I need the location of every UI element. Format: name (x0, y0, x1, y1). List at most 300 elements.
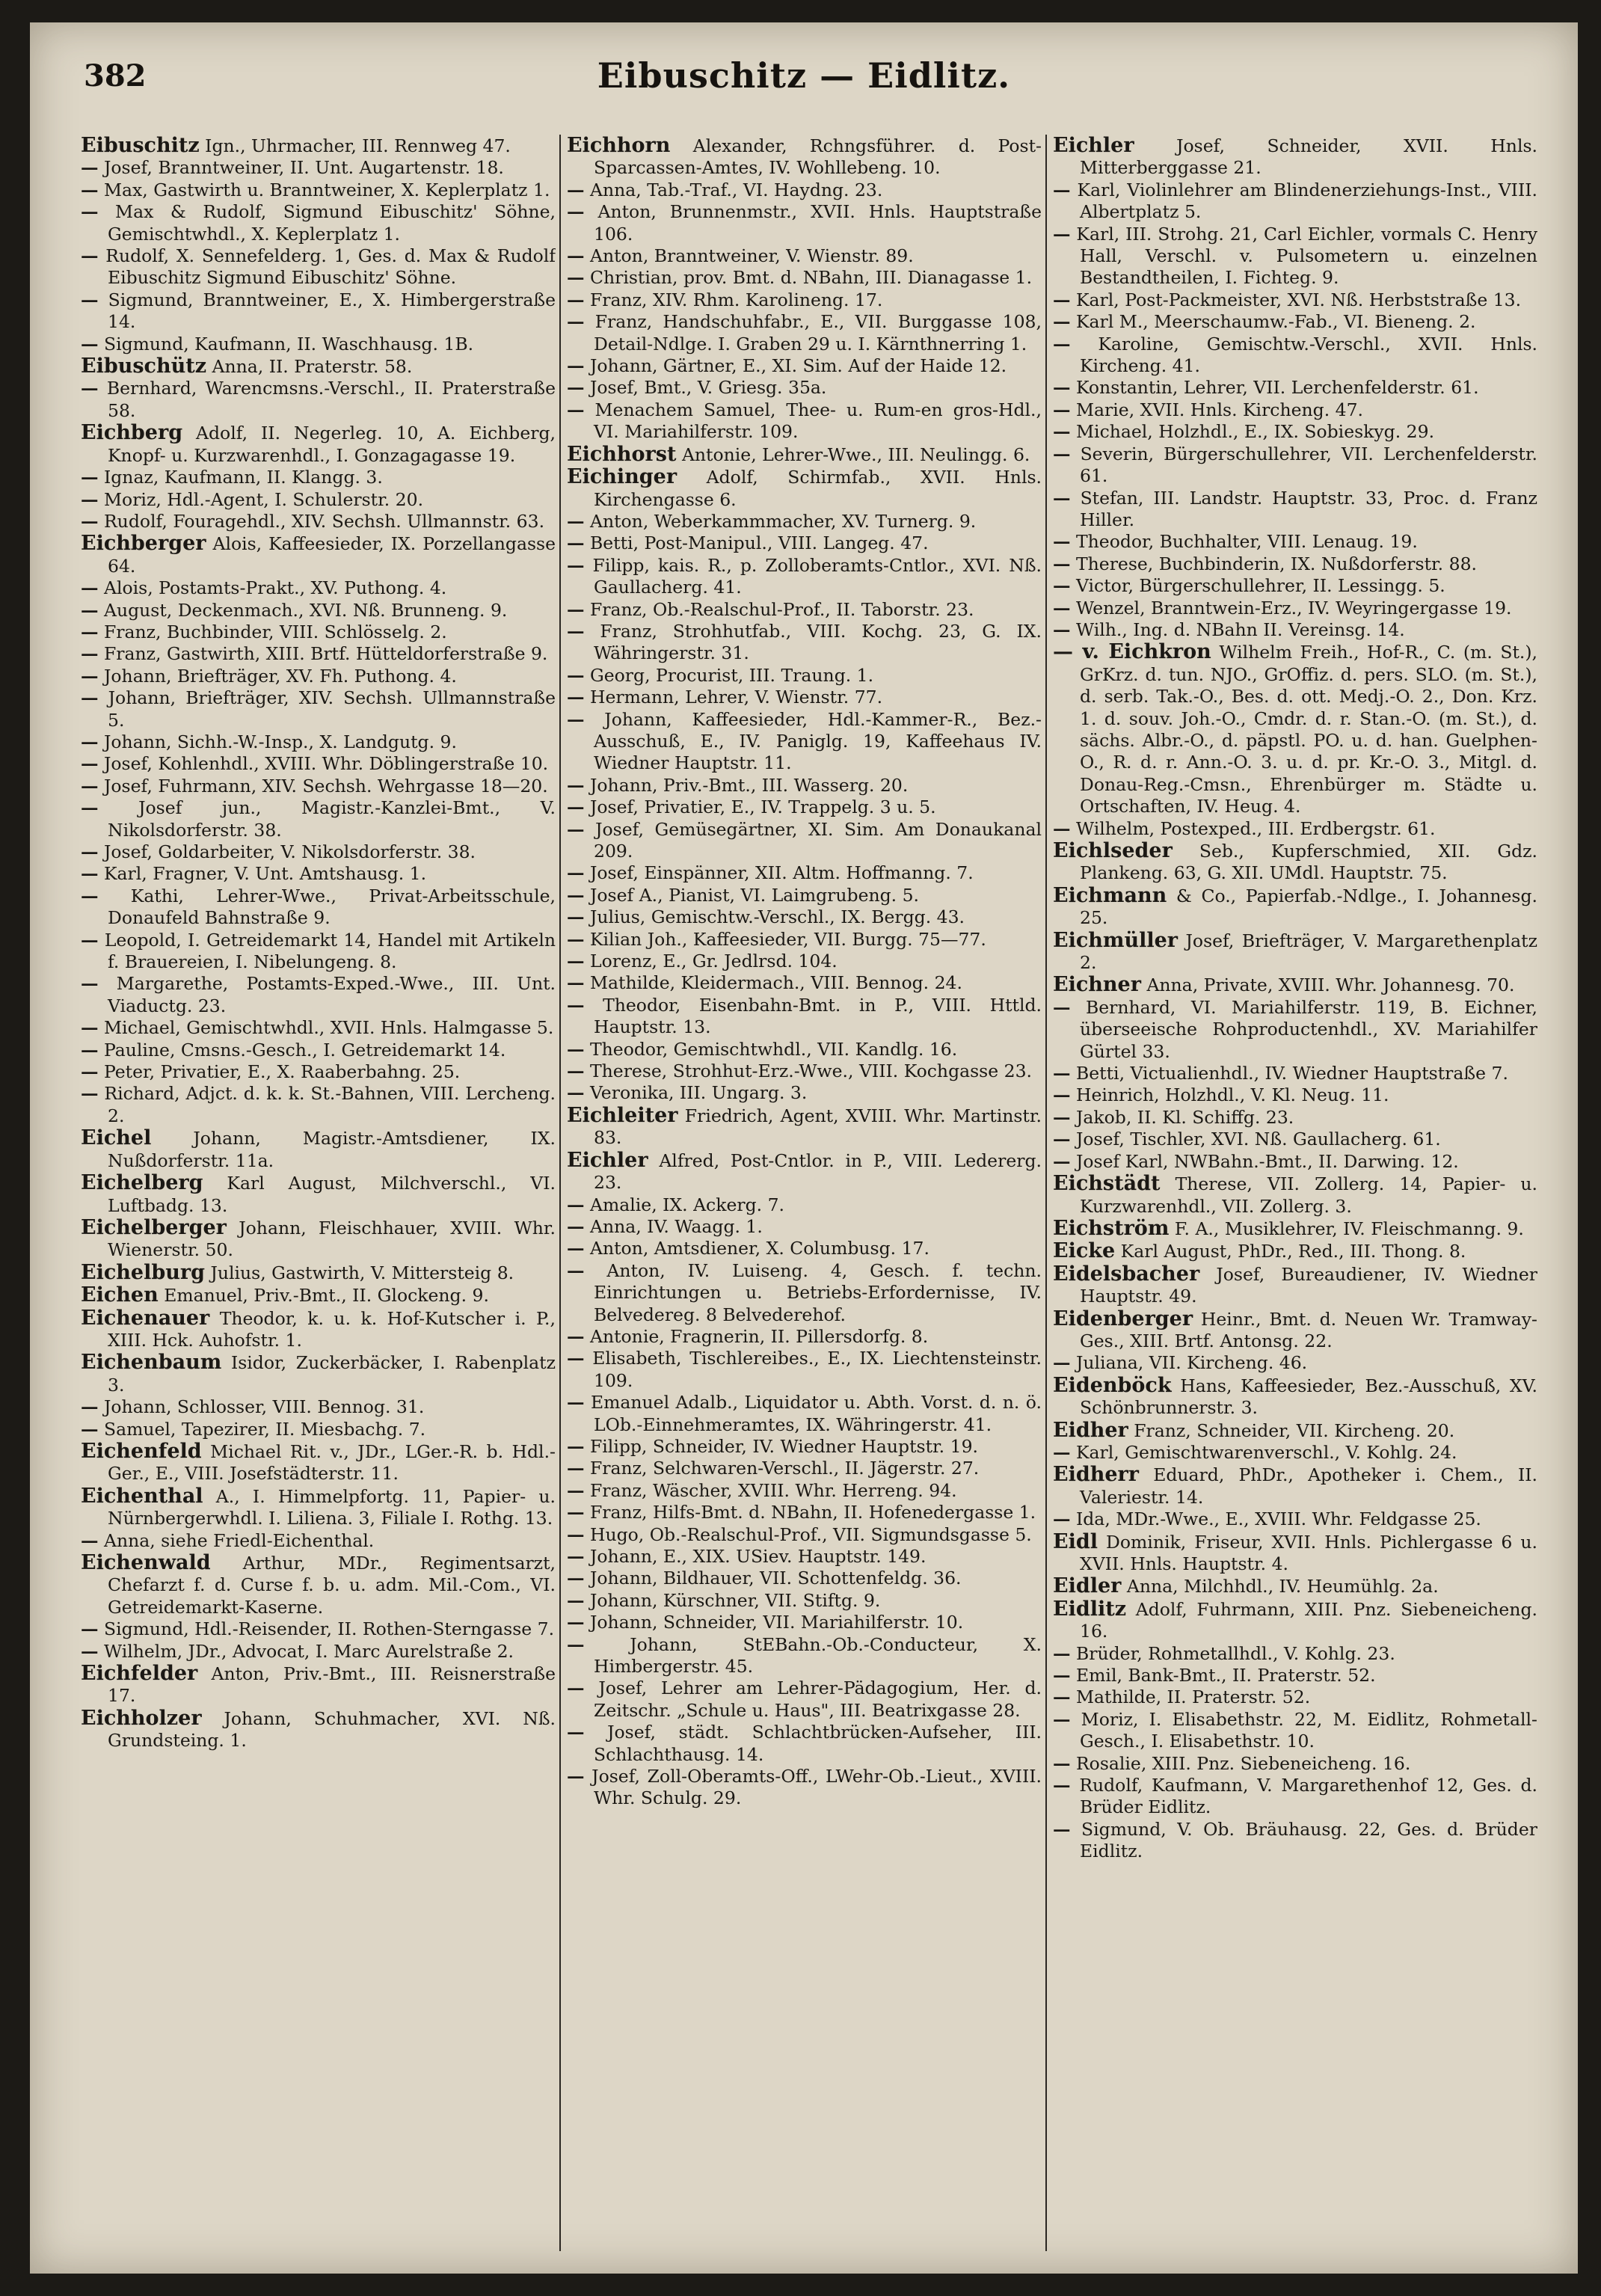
directory-entry (81, 600, 556, 621)
entry-details: Johann, Schneider, VII. Mariahilferstr. 10. (589, 1612, 964, 1633)
entry-surname: Eidherr (1053, 1463, 1139, 1487)
entry-surname: — (1053, 311, 1071, 333)
directory-entry (81, 334, 556, 355)
entry-surname: — (567, 1722, 585, 1743)
entry-details: Josef, städt. Schlachtbrücken-Aufseher, III. Schlachthausg. 14. (594, 1722, 1042, 1765)
directory-entry (81, 289, 556, 334)
entry-surname: Eidher (1053, 1418, 1128, 1442)
entry-surname: Eichberg (81, 421, 183, 445)
entry-details: Josef, Tischler, XVI. Nß. Gaullacherg. 61. (1075, 1129, 1441, 1150)
entry-details: Franz, Schneider, VII. Kircheng. 20. (1134, 1419, 1455, 1441)
entry-details: Anna, Private, XVIII. Whr. Johannesg. 70. (1146, 974, 1515, 996)
entry-surname: Eibuschitz (81, 135, 200, 157)
entry-surname: — (567, 818, 585, 840)
entry-details: Anton, Priv.-Bmt., III. Reisnerstraße 17. (108, 1663, 556, 1707)
directory-entry (1053, 1598, 1537, 1643)
directory-entry (567, 1568, 1042, 1589)
directory-entry (567, 355, 1042, 377)
entry-details: Therese, VII. Zollerg. 14, Papier- u. Kurzwarenhdl., VII. Zollerg. 3. (1080, 1173, 1537, 1217)
entry-surname: — (1053, 1665, 1071, 1686)
entry-details: Wilhelm, JDr., Advocat, I. Marc Aurelstraße 2. (103, 1640, 514, 1662)
entry-surname: Eidler (1053, 1574, 1122, 1598)
entry-surname: Eichelberger (81, 1215, 227, 1239)
directory-entry (1053, 1753, 1537, 1775)
entry-surname: — (1053, 399, 1071, 420)
entry-details: Karl M., Meerschaumw.-Fab., VI. Bieneng. 2. (1075, 311, 1476, 333)
entry-details: Lorenz, E., Gr. Jedlrsd. 104. (589, 951, 838, 972)
directory-entry (567, 399, 1042, 443)
entry-surname: — (567, 1082, 585, 1104)
directory-entry (567, 1238, 1042, 1259)
directory-entry (81, 1351, 556, 1396)
directory-entry (81, 731, 556, 753)
entry-surname: — (567, 862, 585, 884)
entry-details: Johann, Briefträger, XIV. Sechsh. Ullmannstraße 5. (108, 687, 556, 731)
directory-entry (1053, 1464, 1537, 1508)
entry-surname: — (567, 1546, 585, 1567)
entry-surname: — (81, 599, 99, 621)
entry-surname: — (567, 1038, 585, 1060)
directory-entry (567, 443, 1042, 466)
entry-surname: — (81, 245, 99, 267)
entry-surname: — (81, 775, 99, 796)
entry-surname: — (1053, 223, 1071, 245)
entry-details: Dominik, Friseur, XVII. Hnls. Pichlergasse 6 u. XVII. Hnls. Hauptstr. 4. (1080, 1531, 1537, 1574)
entry-surname: Eidl (1053, 1529, 1098, 1553)
entry-details: Karl, Gemischtwarenverschl., V. Kohlg. 24. (1075, 1441, 1457, 1463)
entry-details: Johann, StEBahn.-Ob.-Conducteur, X. Himbergerstr. 45. (594, 1633, 1042, 1678)
entry-details: Josef, Zoll-Oberamts-Off., LWehr-Ob.-Lieut., XVIII. Whr. Schulg. 29. (591, 1766, 1042, 1809)
entry-surname: — (1053, 1708, 1071, 1730)
directory-entry (567, 599, 1042, 621)
directory-entry (1053, 885, 1537, 930)
entry-details: Stefan, III. Landstr. Hauptstr. 33, Proc. d. Franz Hiller. (1080, 487, 1537, 530)
entry-surname: Eicke (1053, 1239, 1116, 1263)
directory-entry (1053, 1263, 1537, 1308)
entry-details: Wenzel, Branntwein-Erz., IV. Weyringergasse 19. (1075, 597, 1512, 618)
directory-entry (1053, 598, 1537, 619)
directory-entry (81, 1552, 556, 1618)
directory-entry (81, 378, 556, 422)
entry-surname: Eichmüller (1053, 928, 1179, 952)
entry-surname: — (81, 643, 99, 665)
entry-surname: — (567, 377, 585, 399)
directory-entry (81, 135, 556, 157)
directory-entry (567, 1458, 1042, 1479)
entry-details: Karl, Fragner, V. Unt. Amtshausg. 1. (103, 863, 427, 885)
directory-entry (1053, 930, 1537, 974)
directory-entry (1053, 1775, 1537, 1819)
entry-surname: — (567, 1502, 585, 1523)
directory-entry (81, 643, 556, 665)
entry-details: Margarethe, Postamts-Exped.-Wwe., III. Unt. Viaductg. 23. (108, 973, 556, 1016)
directory-entry (567, 1105, 1042, 1149)
entry-details: Antonie, Fragnerin, II. Pillersdorfg. 8. (589, 1325, 929, 1347)
entry-details: Arthur, MDr., Regimentsarzt, Chefarzt f. d. Curse f. b. u. adm. Mil.-Com., VI. Getreidemarkt-Kaserne. (108, 1553, 556, 1618)
entry-details: Sigmund, Branntweiner, E., X. Himbergerstraße 14. (108, 289, 556, 333)
entry-surname: — (567, 620, 585, 642)
entry-surname: Eichberger (81, 532, 206, 556)
entry-surname: — (567, 510, 585, 532)
entry-details: Richard, Adjct. d. k. k. St.-Bahnen, VIII. Lercheng. 2. (104, 1083, 556, 1126)
entry-details: Anna, siehe Friedl-Eichenthal. (103, 1529, 375, 1551)
entry-details: Peter, Privatier, E., X. Raaberbahng. 25. (103, 1061, 461, 1083)
directory-entry (81, 577, 556, 599)
directory-entry (1053, 840, 1537, 885)
entry-details: Johann, Fleischhauer, XVIII. Whr. Wienerstr. 50. (108, 1217, 556, 1261)
entry-surname: — (1053, 1063, 1071, 1084)
directory-entry (81, 797, 556, 841)
directory-entry (81, 1284, 556, 1307)
entry-surname: Eichström (1053, 1216, 1170, 1240)
entry-details: A., I. Himmelpfortg. 11, Papier- u. Nürnbergerwhdl. I. Liliena. 3, Filiale I. Rothg. 13. (108, 1485, 556, 1529)
entry-details: Franz, Buchbinder, VIII. Schlösselg. 2. (103, 621, 447, 642)
entry-details: Johann, Schuhmacher, XVI. Nß. Grundsteing. 1. (108, 1707, 556, 1752)
entry-details: Adolf, Schirmfab., XVII. Hnls. Kirchengasse 6. (594, 467, 1042, 510)
entry-details: Johann, Gärtner, E., XI. Sim. Auf der Haide 12. (589, 355, 1007, 377)
directory-entry (567, 1634, 1042, 1678)
entry-surname: — (81, 797, 99, 819)
entry-surname: — (81, 467, 99, 488)
directory-entry (1053, 443, 1537, 488)
entry-details: August, Deckenmach., XVI. Nß. Brunneng. 9. (103, 599, 508, 621)
entry-surname: — (81, 289, 99, 310)
entry-surname: — (81, 488, 99, 510)
entry-surname: — (567, 1060, 585, 1082)
entry-details: Franz, Wäscher, XVIII. Whr. Herreng. 94. (589, 1479, 957, 1501)
entry-surname: — (567, 1766, 585, 1787)
entry-surname: — (567, 1238, 585, 1259)
directory-entry (81, 1172, 556, 1217)
directory-entry (81, 1083, 556, 1127)
directory-entry (1053, 1063, 1537, 1084)
entry-details: Josef, Schneider, XVII. Hnls. Mitterberggasse 21. (1080, 135, 1537, 179)
directory-entry (567, 1216, 1042, 1238)
entry-details: Anton, Branntweiner, V. Wienstr. 89. (589, 245, 914, 267)
entry-surname: — (567, 201, 585, 223)
directory-entry (1053, 553, 1537, 575)
entry-details: Anton, Brunnenmstr., XVII. Hnls. Hauptstraße 106. (594, 201, 1042, 245)
entry-surname: Eichstädt (1053, 1172, 1161, 1196)
directory-entry (81, 841, 556, 863)
directory-entry (81, 666, 556, 687)
entry-surname: — (1053, 553, 1071, 574)
entry-details: Therese, Strohhut-Erz.-Wwe., VIII. Kochgasse 23. (589, 1060, 1032, 1082)
directory-entry (567, 621, 1042, 665)
entry-details: Victor, Bürgerschullehrer, II. Lessingg. 5. (1075, 575, 1445, 597)
entry-details: Kathi, Lehrer-Wwe., Privat-Arbeitsschule, Donaufeld Bahnstraße 9. (108, 885, 556, 929)
entry-surname: — (81, 621, 99, 642)
page-header (30, 22, 1578, 105)
entry-details: Ign., Uhrmacher, III. Rennweg 47. (205, 135, 511, 156)
entry-surname: — (567, 355, 585, 377)
entry-details: Julius, Gastwirth, V. Mittersteig 8. (210, 1262, 514, 1283)
directory-entry (567, 1502, 1042, 1523)
entry-details: Marie, XVII. Hnls. Kircheng. 47. (1075, 399, 1364, 420)
entry-surname: Eichlseder (1053, 839, 1173, 862)
directory-entry (1053, 1419, 1537, 1442)
directory-entry (567, 1348, 1042, 1392)
entry-surname: — (567, 906, 585, 928)
entry-surname: — (81, 1396, 99, 1418)
directory-entry (81, 1641, 556, 1663)
entry-surname: — (81, 929, 99, 951)
entry-details: Alois, Postamts-Prakt., XV. Puthong. 4. (103, 577, 447, 599)
directory-entry (1053, 818, 1537, 840)
entry-surname: — (81, 973, 99, 995)
entry-surname: — (81, 1640, 99, 1662)
entry-details: Josef, Gemüsegärtner, XI. Sim. Am Donaukanal 209. (594, 818, 1042, 862)
entry-details: Georg, Procurist, III. Traung. 1. (589, 664, 874, 686)
directory-entry (567, 1436, 1042, 1458)
entry-surname: — (1053, 531, 1071, 553)
entry-surname: Eichholzer (81, 1706, 202, 1730)
entry-surname: — (81, 665, 99, 687)
entry-details: Konstantin, Lehrer, VII. Lerchenfelderstr. 61. (1075, 377, 1479, 399)
entry-surname: — (1053, 1150, 1071, 1172)
directory-entry (567, 1326, 1042, 1348)
entry-surname: — (567, 951, 585, 972)
directory-entry (81, 930, 556, 974)
entry-details: Theodor, Buchhalter, VIII. Lenaug. 19. (1075, 531, 1418, 553)
directory-entry (567, 951, 1042, 972)
entry-surname: Eichmann (1053, 883, 1167, 907)
entry-surname: — (567, 796, 585, 818)
directory-entry (81, 973, 556, 1017)
entry-details: Karl August, Milchverschl., VI. Luftbadg. 13. (108, 1173, 556, 1216)
entry-details: Johann, Kürschner, VII. Stiftg. 9. (589, 1589, 881, 1611)
directory-entry (1053, 1107, 1537, 1129)
entry-surname: — (1053, 597, 1071, 618)
entry-surname: Eichenthal (81, 1484, 203, 1508)
entry-surname: — (1053, 1129, 1071, 1150)
entry-details: Hugo, Ob.-Realschul-Prof., VII. Sigmundsgasse 5. (589, 1523, 1032, 1545)
directory-entry (1053, 311, 1537, 333)
entry-surname: — (567, 884, 585, 906)
directory-entry (567, 267, 1042, 289)
entry-surname: — (567, 1348, 585, 1369)
entry-surname: — (81, 753, 99, 775)
entry-surname: — (567, 1435, 585, 1457)
directory-entry (567, 972, 1042, 994)
directory-entry (81, 1127, 556, 1172)
directory-entry (567, 466, 1042, 511)
directory-entry (1053, 1151, 1537, 1173)
entry-details: Heinr., Bmt. d. Neuen Wr. Tramway-Ges., XIII. Brtf. Antonsg. 22. (1080, 1308, 1537, 1351)
directory-entry (81, 1663, 556, 1707)
entry-details: Alois, Kaffeesieder, IX. Porzellangasse 64. (108, 533, 556, 577)
directory-entry (1053, 1218, 1537, 1240)
entry-details: Theodor, Gemischtwhdl., VII. Kandlg. 16. (589, 1038, 958, 1060)
entry-details: Anna, IV. Waagg. 1. (589, 1215, 763, 1237)
directory-entry (567, 885, 1042, 906)
entry-details: Johann, E., XIX. USiev. Hauptstr. 149. (589, 1546, 927, 1567)
entry-surname: — (567, 972, 585, 994)
entry-surname: — (81, 1017, 99, 1039)
entry-details: Wilh., Ing. d. NBahn II. Vereinsg. 14. (1075, 618, 1405, 640)
directory-entry (81, 753, 556, 775)
entry-details: Rudolf, X. Sennefelderg. 1, Ges. d. Max & Rudolf Eibuschitz Sigmund Eibuschitz' Söhne. (105, 245, 556, 289)
page-number: 382 (84, 58, 147, 93)
directory-entry (1053, 399, 1537, 421)
entry-surname: — (1053, 1084, 1071, 1106)
directory-entry (567, 929, 1042, 951)
directory-entry (81, 1040, 556, 1061)
entry-details: Friedrich, Agent, XVIII. Whr. Martinstr. 83. (594, 1105, 1042, 1149)
entry-surname: — (1053, 443, 1071, 464)
directory-entry (1053, 1129, 1537, 1150)
directory-entry (81, 355, 556, 378)
entry-details: Adolf, II. Negerleg. 10, A. Eichberg, Knopf- u. Kurzwarenhdl., I. Gonzagagasse 19. (108, 423, 556, 466)
entry-surname: — (1053, 179, 1071, 200)
entry-details: Johann, Magistr.-Amtsdiener, IX. Nußdorferstr. 11a. (108, 1128, 556, 1171)
entry-surname: — (567, 1325, 585, 1347)
entry-details: Bernhard, Warencmsns.-Verschl., II. Praterstraße 58. (106, 378, 556, 421)
entry-details: Anton, Weberkammmacher, XV. Turnerg. 9. (589, 510, 977, 532)
entry-surname: Eichen (81, 1283, 159, 1307)
directory-entry (1053, 1240, 1537, 1262)
directory-entry (567, 1260, 1042, 1326)
entry-details: Moriz, Hdl.-Agent, I. Schulerstr. 20. (103, 488, 424, 510)
entry-details: Sigmund, Kaufmann, II. Waschhausg. 1B. (103, 333, 474, 354)
entry-details: Ida, MDr.-Wwe., E., XVIII. Whr. Feldgasse 25. (1075, 1508, 1481, 1530)
directory-entry (1053, 179, 1537, 224)
entry-details: Severin, Bürgerschullehrer, VII. Lerchenfelderstr. 61. (1080, 443, 1537, 487)
entry-details: Leopold, I. Getreidemarkt 14, Handel mit Artikeln f. Brauereien, I. Nibelungeng. 8. (104, 929, 556, 973)
directory-entry (567, 555, 1042, 599)
entry-surname: — (1053, 421, 1071, 443)
entry-surname: — (567, 1259, 585, 1281)
directory-entry (1053, 1665, 1537, 1686)
entry-details: Anna, Tab.-Traf., VI. Haydng. 23. (589, 179, 883, 200)
entry-details: Josef, Bureaudiener, IV. Wiedner Hauptstr. 49. (1080, 1263, 1537, 1307)
entry-details: Sigmund, Hdl.-Reisender, II. Rothen-Sterngasse 7. (103, 1618, 555, 1640)
entry-surname: — (567, 1678, 585, 1699)
entry-details: Max & Rudolf, Sigmund Eibuschitz' Söhne, Gemischtwhdl., X. Keplerplatz 1. (108, 201, 556, 245)
entry-surname: — (1053, 1441, 1071, 1463)
directory-entry (81, 1217, 556, 1262)
entry-details: Alfred, Post-Cntlor. in P., VIII. Ledererg. 23. (594, 1149, 1042, 1194)
directory-entry (1053, 1686, 1537, 1708)
entry-details: Pauline, Cmsns.-Gesch., I. Getreidemarkt 14. (103, 1039, 506, 1060)
entry-surname: — (81, 1039, 99, 1060)
entry-surname: — (1053, 1642, 1071, 1664)
entry-details: Isidor, Zuckerbäcker, I. Rabenplatz 3. (108, 1352, 556, 1396)
entry-surname: — (567, 994, 585, 1016)
directory-entry (81, 422, 556, 467)
directory-entry (81, 885, 556, 930)
entry-surname: — (567, 1633, 585, 1655)
entry-details: Josef, Privatier, E., IV. Trappelg. 3 u. 5. (589, 796, 936, 818)
directory-entry (81, 201, 556, 245)
column-rule (559, 135, 561, 2251)
entry-surname: — (1053, 1752, 1071, 1774)
entry-surname: — (81, 885, 99, 906)
entry-details: Christian, prov. Bmt. d. NBahn, III. Dianagasse 1. (589, 267, 1033, 289)
entry-surname: — (81, 201, 99, 223)
entry-details: Franz, Gastwirth, XIII. Brtf. Hütteldorferstraße 9. (103, 643, 548, 665)
entry-surname: — (81, 577, 99, 599)
entry-surname: — (567, 664, 585, 686)
directory-entry (567, 819, 1042, 863)
directory-entry (81, 1017, 556, 1039)
directory-entry (1053, 1575, 1537, 1597)
directory-entry (567, 995, 1042, 1039)
entry-details: Josef, Briefträger, V. Margarethenplatz 2. (1080, 930, 1537, 974)
entry-surname: Eichler (567, 1148, 648, 1172)
entry-surname: Eidenböck (1053, 1373, 1172, 1397)
directory-page (30, 22, 1578, 2274)
entry-surname: — (567, 1215, 585, 1237)
entry-surname: Eichhorst (567, 442, 677, 466)
entry-surname: — (567, 179, 585, 200)
directory-entry (1053, 1709, 1537, 1753)
entry-surname: Eichinger (567, 465, 677, 489)
entry-surname: — (81, 841, 99, 862)
directory-entry (567, 906, 1042, 928)
entry-details: Max, Gastwirth u. Branntweiner, X. Keplerplatz 1. (103, 179, 550, 200)
directory-entry (1053, 1531, 1537, 1576)
entry-surname: — (567, 267, 585, 289)
entry-details: Josef, Branntweiner, II. Unt. Augartenstr. 18. (103, 157, 504, 179)
entry-surname: — (81, 1418, 99, 1440)
directory-entry (1053, 641, 1537, 817)
entry-details: Alexander, Rchngsführer. d. Post-Sparcassen-Amtes, IV. Wohllebeng. 10. (594, 135, 1042, 179)
entry-surname: — (567, 554, 585, 576)
entry-surname: — (81, 333, 99, 354)
entry-details: Wilhelm Freih., Hof-R., C. (m. St.), GrKrz. d. tun. NJO., GrOffiz. d. pers. SLO. (m. St.), d. serb. Tak.-O., Bes. d. ott. Medj.-O. 2., Don. Krz. 1. d. souv. Joh.-O., Cmdr. d. r. Stan.-O. (m. St.), d. sächs. Albr.-O., d. päpstl. PO. u. d. han. Guelphen-O., R. d. r. Ann.-O. 3. u. d. pr. Kr.-O. 3., Mitgl. d. Donau-Reg.-Cmsn., Ehrenbürger m. Städte u. Ortschaften, IV. Heug. 4. (1080, 642, 1537, 817)
entry-details: Franz, XIV. Rhm. Karolineng. 17. (589, 289, 883, 310)
directory-entry (81, 1061, 556, 1083)
entry-details: Moriz, I. Elisabethstr. 22, M. Eidlitz, Rohmetall-Gesch., I. Elisabethstr. 10. (1080, 1708, 1537, 1752)
entry-details: Johann, Briefträger, XV. Fh. Puthong. 4. (103, 665, 457, 687)
entry-details: Franz, Selchwaren-Verschl., II. Jägerstr. 27. (589, 1458, 980, 1479)
entry-details: Karoline, Gemischtw.-Verschl., XVII. Hnls. Kircheng. 41. (1080, 333, 1537, 377)
entry-details: Theodor, k. u. k. Hof-Kutscher i. P., XIII. Hck. Auhofstr. 1. (108, 1307, 556, 1351)
entry-details: Franz, Hilfs-Bmt. d. NBahn, II. Hofenedergasse 1. (589, 1502, 1036, 1523)
directory-entry (1053, 289, 1537, 311)
entry-details: Franz, Strohhutfab., VIII. Kochg. 23, G. IX. Währingerstr. 31. (594, 620, 1042, 664)
directory-entry (567, 1149, 1042, 1194)
directory-entry (567, 245, 1042, 267)
entry-details: Johann, Schlosser, VIII. Bennog. 31. (103, 1396, 425, 1418)
entry-surname: — (567, 687, 585, 708)
entry-surname: — (81, 1061, 99, 1083)
column-2 (567, 135, 1042, 2251)
entry-surname: — v. Eichkron (1053, 640, 1211, 664)
entry-details: Therese, Buchbinderin, IX. Nußdorferstr. 88. (1075, 553, 1477, 574)
entry-surname: Eichelberg (81, 1171, 203, 1195)
entry-details: Franz, Ob.-Realschul-Prof., II. Taborstr. 23. (589, 598, 974, 620)
entry-details: Betti, Post-Manipul., VIII. Langeg. 47. (589, 532, 929, 554)
directory-entry (81, 1307, 556, 1352)
directory-entry (567, 1039, 1042, 1060)
entry-surname: — (81, 687, 99, 709)
entry-details: Jakob, II. Kl. Schiffg. 23. (1075, 1106, 1294, 1128)
entry-details: Josef, Goldarbeiter, V. Nikolsdorferstr. 38. (103, 841, 476, 862)
entry-surname: — (567, 928, 585, 950)
entry-details: Anton, Amtsdiener, X. Columbusg. 17. (589, 1238, 929, 1259)
directory-entry (567, 1060, 1042, 1082)
directory-entry (1053, 421, 1537, 443)
entry-details: Karl, Post-Packmeister, XVI. Nß. Herbststraße 13. (1075, 289, 1522, 310)
entry-surname: — (1053, 487, 1071, 509)
directory-entry (567, 511, 1042, 532)
entry-surname: Eichel (81, 1126, 152, 1150)
entry-details: Menachem Samuel, Thee- u. Rum-en gros-Hdl., VI. Mariahilferstr. 109. (594, 399, 1042, 443)
directory-entry (567, 1590, 1042, 1612)
directory-entry (1053, 575, 1537, 597)
